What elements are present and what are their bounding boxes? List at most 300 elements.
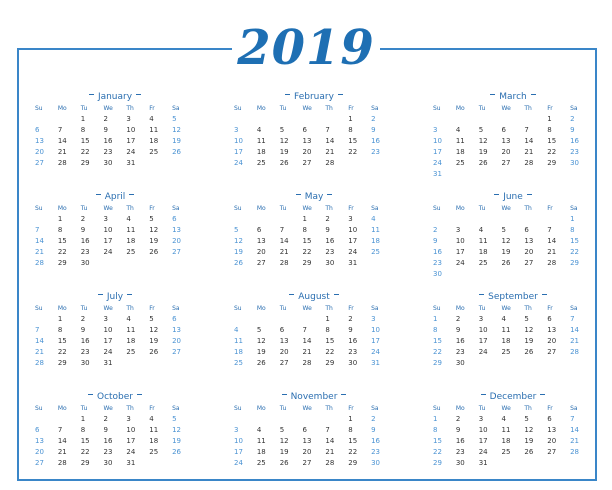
day-cell: 25	[455, 159, 465, 167]
day-cell: 4	[478, 226, 484, 234]
week-row	[35, 347, 195, 358]
day-cell: 28	[547, 259, 557, 267]
day-cell: 19	[524, 337, 534, 345]
day-cell	[172, 469, 195, 480]
day-cell: 27	[302, 159, 312, 167]
day-cell	[348, 269, 371, 280]
day-cell: 15	[57, 337, 67, 345]
day-cell: 20	[35, 148, 44, 156]
day-cell: 5	[524, 415, 529, 423]
weekday-label: Mo	[256, 304, 266, 312]
title-dash	[129, 194, 134, 195]
day-cell: 3	[371, 315, 376, 323]
weekday-label: Th	[126, 204, 134, 212]
day-cell: 10	[103, 226, 113, 234]
month-grid	[234, 102, 394, 180]
day-cell: 6	[35, 426, 40, 434]
day-cell: 13	[547, 326, 557, 334]
title-dash	[327, 194, 332, 195]
day-cell: 15	[57, 237, 67, 245]
title-dash	[494, 194, 499, 195]
weekday-label: Su	[433, 204, 441, 212]
week-row	[433, 236, 593, 247]
day-cell: 15	[80, 437, 90, 445]
day-cell: 6	[547, 315, 552, 323]
week-row	[234, 247, 394, 258]
day-cell: 25	[501, 448, 511, 456]
weekday-label: Su	[234, 104, 242, 112]
week-row	[433, 447, 593, 458]
day-cell: 28	[325, 459, 335, 467]
day-cell: 2	[103, 115, 108, 123]
day-cell: 12	[149, 226, 159, 234]
day-cell: 24	[126, 448, 136, 456]
title-dash	[540, 394, 545, 395]
weekday-label: Fr	[348, 404, 354, 412]
day-cell: 31	[103, 359, 113, 367]
month-name: February	[294, 92, 334, 102]
month-name: October	[96, 392, 134, 402]
day-cell: 23	[433, 259, 442, 267]
day-cell: 16	[103, 137, 113, 145]
day-cell: 11	[371, 226, 380, 234]
weekday-label: Su	[234, 304, 242, 312]
day-cell: 23	[371, 148, 380, 156]
day-cell: 12	[172, 126, 181, 134]
week-row	[35, 225, 195, 236]
day-cell	[35, 469, 58, 480]
day-cell: 6	[501, 126, 506, 134]
day-cell: 15	[325, 337, 335, 345]
day-cell: 29	[57, 259, 67, 267]
day-cell: 7	[35, 226, 40, 234]
day-cell: 19	[256, 348, 266, 356]
day-cell: 2	[103, 415, 108, 423]
day-cell: 26	[172, 448, 181, 456]
day-cell: 11	[149, 426, 159, 434]
week-row	[433, 214, 593, 225]
day-cell	[433, 369, 456, 380]
week-row	[234, 336, 394, 347]
day-cell: 31	[348, 259, 358, 267]
day-cell	[371, 258, 394, 269]
day-cell	[149, 269, 172, 280]
day-cell: 20	[256, 248, 266, 256]
day-cell: 16	[371, 137, 380, 145]
weekday-label: Fr	[547, 404, 553, 412]
month-title	[35, 384, 195, 402]
day-cell: 31	[433, 170, 442, 178]
day-cell	[325, 369, 348, 380]
day-cell: 28	[325, 159, 335, 167]
day-cell: 21	[570, 437, 579, 445]
week-row	[433, 269, 593, 280]
weekday-label: We	[501, 304, 511, 312]
day-cell	[433, 114, 456, 125]
day-cell	[81, 269, 104, 280]
week-row	[234, 469, 394, 480]
day-cell: 1	[570, 215, 575, 223]
month-name: April	[104, 192, 126, 202]
day-cell: 24	[478, 448, 488, 456]
day-cell: 12	[524, 326, 534, 334]
day-cell	[479, 169, 502, 180]
day-cell: 13	[524, 237, 534, 245]
day-cell: 28	[57, 159, 67, 167]
week-row	[433, 325, 593, 336]
day-cell: 15	[348, 437, 358, 445]
month-name: November	[290, 392, 338, 402]
day-cell	[570, 458, 593, 469]
day-cell: 1	[57, 315, 63, 323]
day-cell	[524, 369, 547, 380]
day-cell	[433, 469, 456, 480]
week-row	[35, 414, 195, 425]
day-cell: 10	[371, 326, 380, 334]
day-cell: 25	[126, 248, 136, 256]
weekday-label: We	[501, 404, 511, 412]
day-cell	[257, 369, 280, 380]
weekday-label: We	[302, 204, 312, 212]
day-cell: 8	[80, 426, 86, 434]
weekday-label: Mo	[455, 104, 465, 112]
day-cell: 13	[302, 137, 312, 145]
day-cell: 3	[234, 426, 239, 434]
week-row	[433, 225, 593, 236]
day-cell	[280, 269, 303, 280]
day-cell: 21	[57, 448, 67, 456]
day-cell	[502, 469, 525, 480]
day-cell: 25	[501, 348, 511, 356]
title-dash	[527, 194, 532, 195]
day-cell: 21	[302, 348, 312, 356]
day-cell: 15	[433, 337, 442, 345]
week-row	[433, 469, 593, 480]
day-cell: 13	[35, 137, 44, 145]
day-cell: 12	[279, 137, 289, 145]
day-cell	[524, 269, 547, 280]
day-cell: 21	[524, 148, 534, 156]
day-cell	[303, 269, 326, 280]
month-title	[234, 384, 394, 402]
day-cell: 18	[149, 437, 159, 445]
day-cell: 26	[256, 359, 266, 367]
week-row	[433, 158, 593, 169]
weekday-label: Mo	[256, 104, 266, 112]
weekday-label: We	[302, 304, 312, 312]
weekday-label: Sa	[371, 104, 379, 112]
week-row	[433, 147, 593, 158]
day-cell: 4	[371, 215, 376, 223]
day-cell	[280, 469, 303, 480]
day-cell	[303, 114, 326, 125]
day-cell: 3	[234, 126, 239, 134]
week-row	[35, 325, 195, 336]
weekday-label: Tu	[80, 304, 88, 312]
day-cell: 20	[524, 248, 534, 256]
day-cell: 2	[80, 215, 86, 223]
day-cell	[547, 369, 570, 380]
day-cell	[303, 369, 326, 380]
day-cell: 5	[279, 126, 285, 134]
day-cell: 29	[433, 459, 442, 467]
day-cell: 20	[501, 148, 511, 156]
day-cell: 8	[348, 126, 353, 134]
weekday-label: Fr	[348, 204, 354, 212]
day-cell: 7	[325, 126, 330, 134]
day-cell: 1	[325, 315, 330, 323]
day-cell: 4	[455, 126, 461, 134]
weekday-label: Sa	[172, 104, 180, 112]
day-cell: 19	[524, 437, 534, 445]
day-cell: 3	[433, 126, 438, 134]
day-cell: 30	[80, 259, 90, 267]
week-row	[234, 425, 394, 436]
day-cell	[234, 314, 257, 325]
week-row	[234, 136, 394, 147]
day-cell	[570, 269, 593, 280]
week-row	[35, 336, 195, 347]
day-cell	[303, 414, 326, 425]
day-cell	[81, 369, 104, 380]
day-cell: 22	[433, 348, 442, 356]
weekday-label: We	[501, 104, 511, 112]
day-cell	[104, 258, 127, 269]
day-cell: 17	[478, 437, 488, 445]
day-cell	[257, 169, 280, 180]
month-grid	[234, 202, 394, 280]
day-cell	[104, 169, 127, 180]
day-cell: 23	[348, 348, 358, 356]
day-cell: 17	[126, 137, 136, 145]
week-row	[234, 347, 394, 358]
day-cell: 20	[35, 448, 44, 456]
day-cell	[35, 414, 58, 425]
day-cell: 16	[80, 237, 90, 245]
day-cell	[104, 369, 127, 380]
day-cell: 17	[433, 148, 442, 156]
day-cell: 31	[126, 459, 136, 467]
month-february	[234, 84, 394, 180]
day-cell: 16	[570, 137, 579, 145]
week-row	[234, 125, 394, 136]
day-cell: 25	[256, 159, 266, 167]
weekday-label: Sa	[172, 404, 180, 412]
day-cell: 18	[256, 448, 266, 456]
day-cell: 19	[172, 437, 181, 445]
day-cell: 7	[547, 226, 552, 234]
day-cell: 21	[279, 248, 289, 256]
day-cell: 30	[80, 359, 90, 367]
day-cell: 8	[57, 326, 63, 334]
day-cell: 22	[547, 148, 557, 156]
day-cell: 9	[80, 326, 86, 334]
day-cell: 15	[348, 137, 358, 145]
day-cell	[479, 114, 502, 125]
month-title	[234, 84, 394, 102]
day-cell: 30	[371, 459, 380, 467]
month-grid	[35, 402, 195, 480]
day-cell: 10	[234, 437, 243, 445]
weekday-label: Sa	[371, 304, 379, 312]
day-cell	[547, 358, 570, 369]
week-row	[234, 258, 394, 269]
week-row	[234, 269, 394, 280]
week-row	[35, 269, 195, 280]
day-cell: 26	[172, 148, 181, 156]
month-june	[433, 184, 593, 280]
weekday-label: Sa	[570, 304, 578, 312]
day-cell: 13	[256, 237, 266, 245]
week-row	[433, 314, 593, 325]
day-cell: 15	[80, 137, 90, 145]
month-name: September	[488, 292, 538, 302]
week-row	[234, 358, 394, 369]
weekday-label: Mo	[57, 104, 67, 112]
month-title	[35, 84, 195, 102]
day-cell: 7	[35, 326, 40, 334]
weekday-label: Tu	[279, 304, 287, 312]
day-cell: 1	[348, 415, 353, 423]
day-cell: 11	[234, 337, 243, 345]
day-cell	[547, 214, 570, 225]
week-row	[35, 458, 195, 469]
day-cell: 11	[256, 137, 266, 145]
month-grid	[35, 102, 195, 180]
month-grid	[433, 102, 593, 180]
day-cell: 4	[126, 215, 131, 223]
day-cell: 24	[103, 248, 113, 256]
weekday-label: We	[302, 404, 312, 412]
day-cell: 28	[35, 259, 44, 267]
title-dash	[88, 394, 93, 395]
day-cell: 13	[302, 437, 312, 445]
day-cell: 30	[433, 270, 442, 278]
weekday-label: Tu	[80, 404, 88, 412]
day-cell: 20	[302, 148, 312, 156]
day-cell	[234, 169, 257, 180]
day-cell: 23	[103, 148, 113, 156]
day-cell	[280, 314, 303, 325]
week-row	[234, 325, 394, 336]
day-cell: 4	[149, 415, 154, 423]
week-row	[234, 436, 394, 447]
day-cell: 22	[57, 248, 67, 256]
title-dash	[96, 194, 101, 195]
day-cell: 30	[455, 459, 465, 467]
day-cell	[325, 169, 348, 180]
title-dash	[542, 294, 547, 295]
week-row	[234, 314, 394, 325]
month-march	[433, 84, 593, 180]
day-cell: 20	[547, 437, 557, 445]
day-cell: 14	[57, 137, 67, 145]
day-cell	[348, 369, 371, 380]
day-cell: 5	[279, 426, 285, 434]
day-cell: 17	[234, 448, 243, 456]
day-cell: 11	[256, 437, 266, 445]
day-cell: 3	[478, 415, 484, 423]
day-cell: 28	[570, 348, 579, 356]
day-cell: 2	[371, 115, 376, 123]
day-cell: 26	[279, 459, 289, 467]
week-row	[234, 369, 394, 380]
day-cell	[524, 458, 547, 469]
weekday-label: Th	[524, 104, 532, 112]
weekday-label: Mo	[57, 304, 67, 312]
day-cell: 10	[455, 237, 465, 245]
day-cell	[149, 358, 172, 369]
weekday-label: Tu	[80, 204, 88, 212]
day-cell: 18	[478, 248, 488, 256]
day-cell	[35, 114, 58, 125]
day-cell	[479, 269, 502, 280]
day-cell: 27	[501, 159, 511, 167]
day-cell	[126, 258, 149, 269]
day-cell: 9	[103, 126, 108, 134]
weekday-label: Mo	[455, 404, 465, 412]
day-cell: 2	[455, 415, 461, 423]
day-cell: 25	[234, 359, 243, 367]
week-row	[433, 358, 593, 369]
month-grid	[433, 202, 593, 280]
weekday-label: Fr	[348, 304, 354, 312]
day-cell: 23	[103, 448, 113, 456]
day-cell	[547, 458, 570, 469]
title-dash	[89, 94, 94, 95]
day-cell: 19	[234, 248, 243, 256]
weekday-label: We	[103, 304, 113, 312]
day-cell: 4	[501, 415, 506, 423]
day-cell: 4	[256, 426, 262, 434]
day-cell: 6	[172, 215, 177, 223]
weekday-label: Su	[433, 104, 441, 112]
day-cell: 17	[126, 437, 136, 445]
day-cell: 10	[126, 126, 136, 134]
day-cell: 30	[103, 459, 113, 467]
day-cell: 17	[371, 337, 380, 345]
day-cell: 17	[103, 337, 113, 345]
day-cell: 14	[279, 237, 289, 245]
title-dash	[341, 394, 346, 395]
month-grid	[433, 402, 593, 480]
day-cell: 3	[478, 315, 484, 323]
day-cell	[303, 169, 326, 180]
month-april	[35, 184, 195, 280]
title-dash	[98, 294, 103, 295]
day-cell	[126, 169, 149, 180]
day-cell	[433, 214, 456, 225]
day-cell	[348, 169, 371, 180]
day-cell: 4	[501, 315, 506, 323]
month-grid	[433, 302, 593, 380]
weekday-label: Su	[234, 204, 242, 212]
day-cell	[456, 369, 479, 380]
day-cell	[257, 414, 280, 425]
day-cell	[58, 369, 81, 380]
day-cell: 4	[256, 126, 262, 134]
day-cell: 1	[302, 215, 307, 223]
day-cell: 28	[524, 159, 534, 167]
day-cell: 11	[501, 426, 511, 434]
day-cell: 19	[149, 337, 159, 345]
day-cell: 26	[524, 448, 534, 456]
day-cell: 16	[433, 248, 442, 256]
day-cell	[172, 169, 195, 180]
day-cell: 30	[103, 159, 113, 167]
day-cell	[149, 469, 172, 480]
day-cell: 25	[371, 248, 380, 256]
